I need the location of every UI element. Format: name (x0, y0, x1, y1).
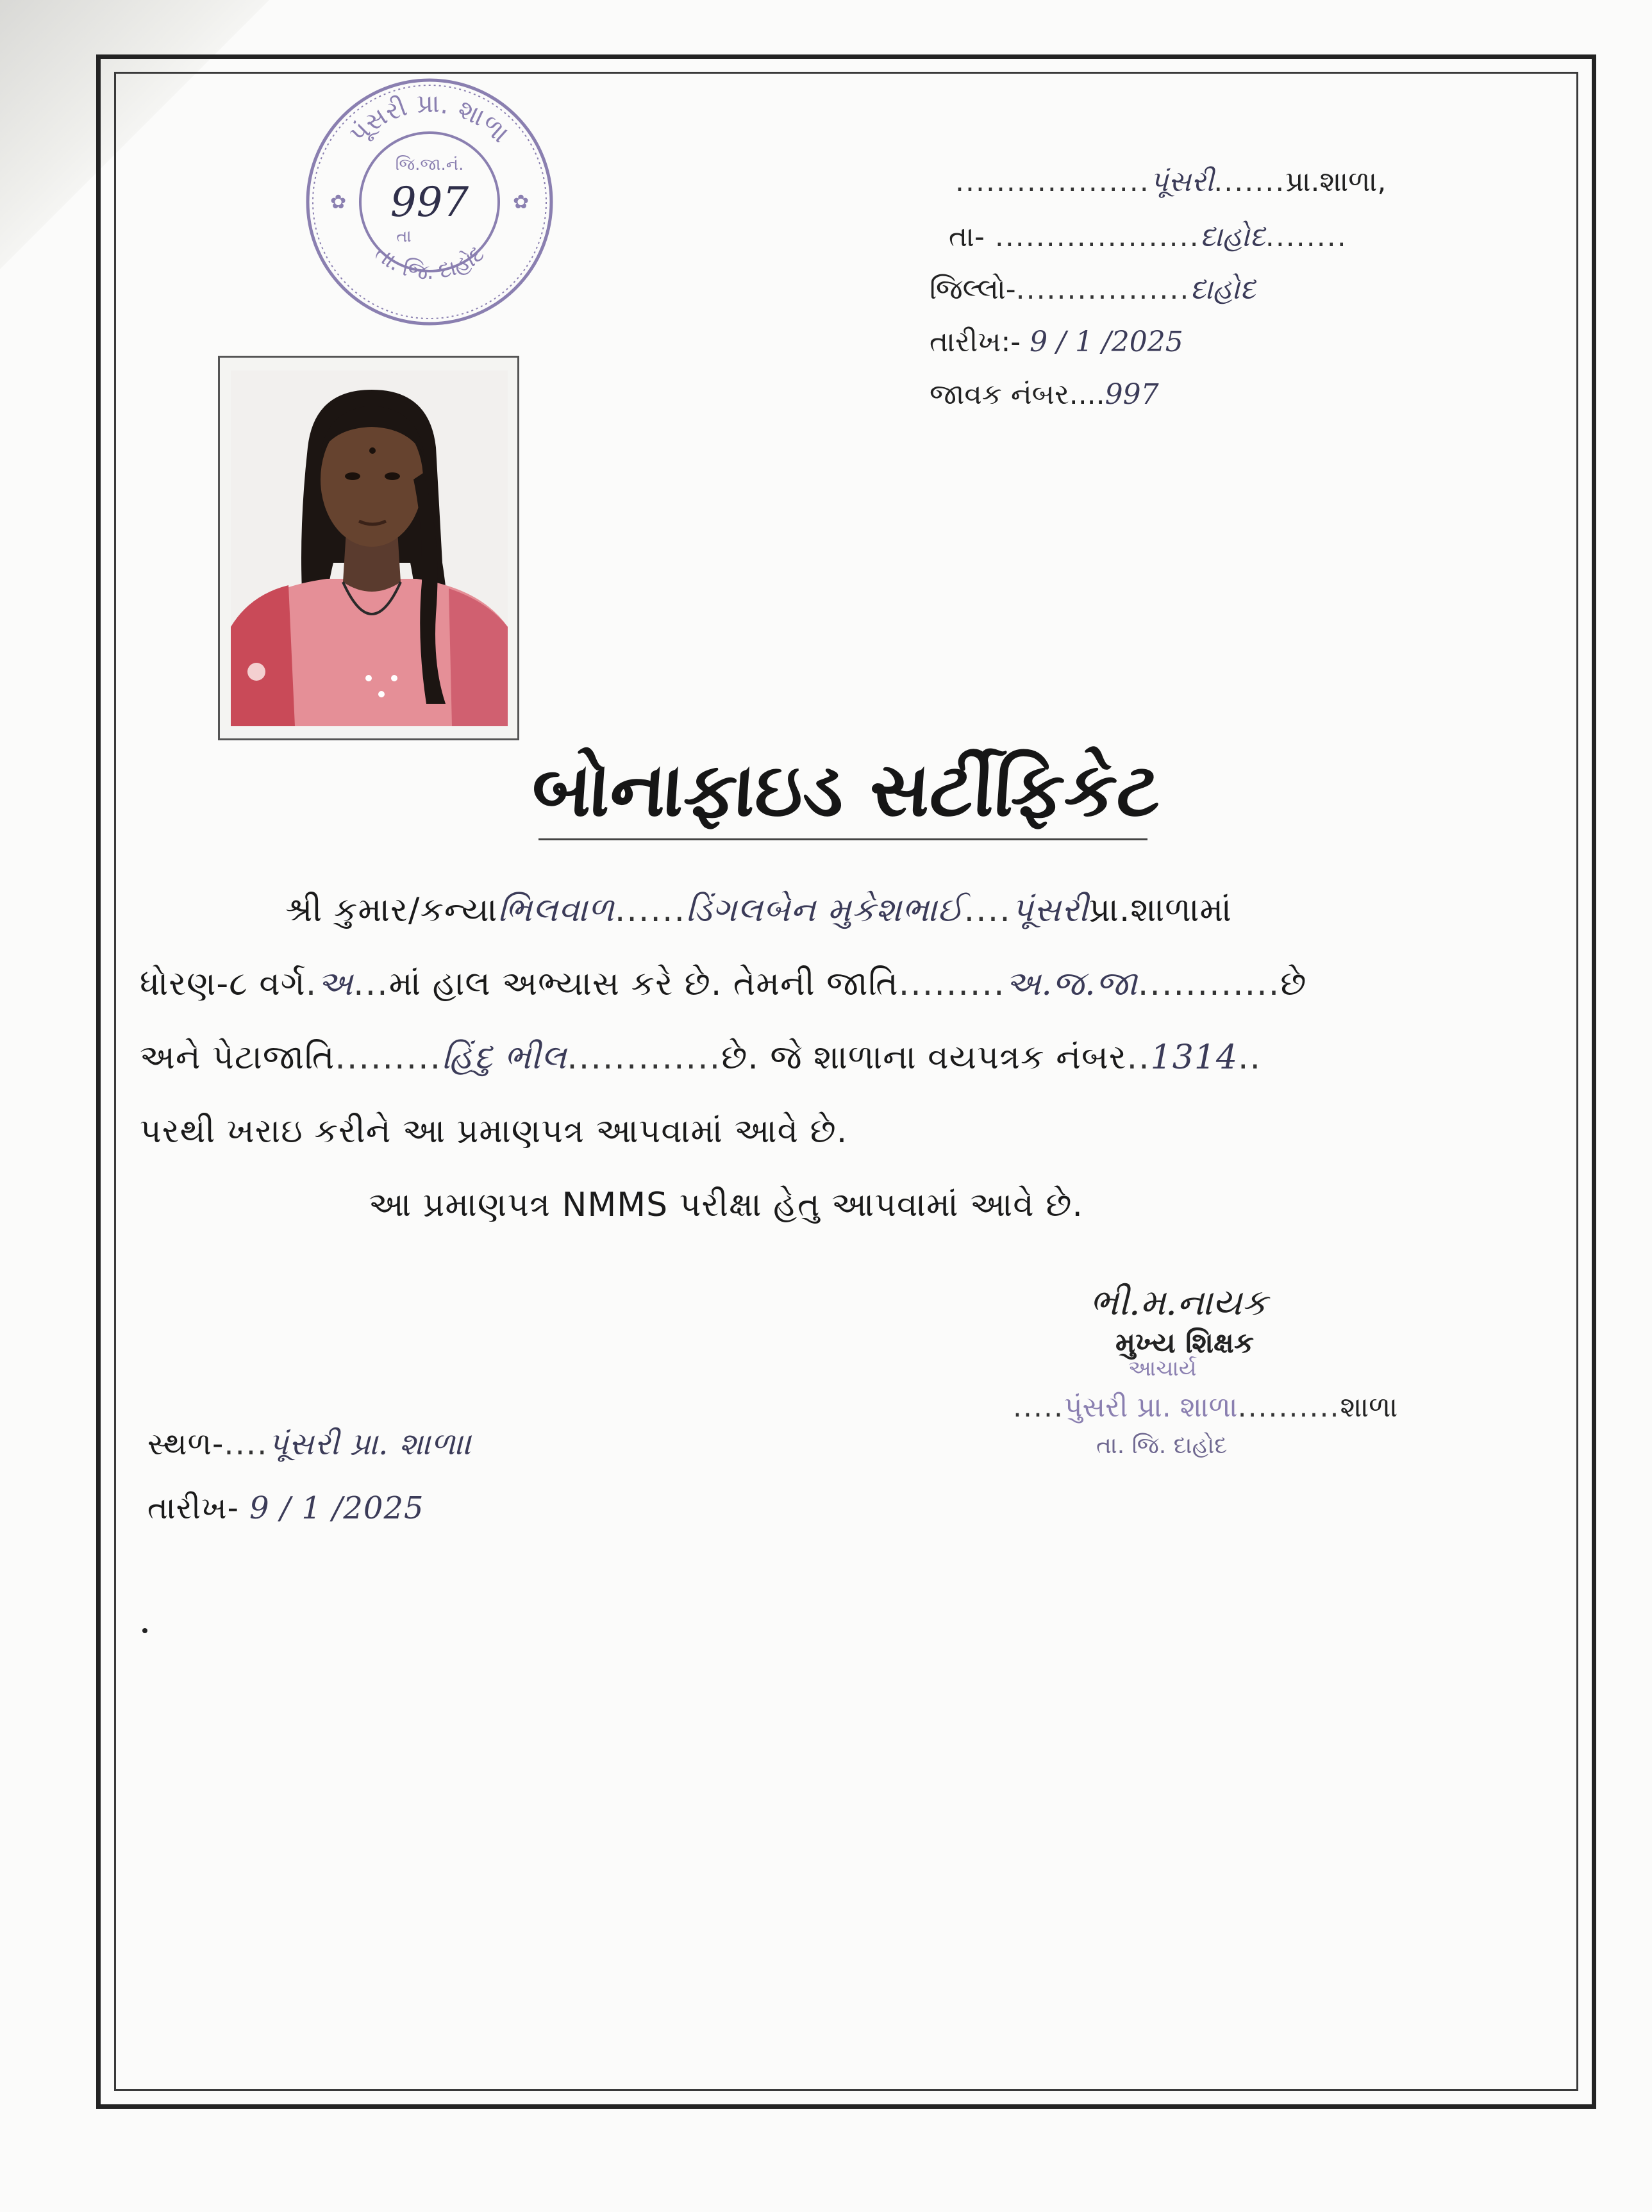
header-date-line (930, 326, 1183, 358)
footer-place-label: સ્થળ- (147, 1426, 224, 1462)
body-line-5: આ પ્રમાણપત્ર NMMS પરીક્ષા હેતુ આપવામાં આવે છે. (369, 1186, 1083, 1224)
stamp-number: 997 (390, 179, 469, 226)
school-stamp (301, 74, 558, 330)
header-school-line: ...................પૂંસરી.......પ્રા.શાળા, (955, 165, 1387, 198)
student-middle-name: ડિંગલબેન (686, 891, 817, 929)
footer-date-line (147, 1490, 424, 1527)
class-value: અ (317, 965, 354, 1003)
header-taluka-value: દાહોદ (1199, 220, 1265, 253)
body-line2-prefix: ધોરણ-૮ વર્ગ (140, 965, 306, 1003)
stamp-inner-label: જિ.જા.નં. (395, 155, 464, 174)
header-date-value: 9 / 1 /2025 (1030, 326, 1183, 358)
footer-date-value: 9 / 1 /2025 (249, 1490, 424, 1526)
footer-place-line: સ્થળ-....પૂંસરી પ્રા. શાળા। (147, 1426, 472, 1462)
footer-place-value: પૂંસરી પ્રા. શાળા। (268, 1426, 472, 1462)
header-school-value: પૂંસરી (1149, 165, 1214, 198)
header-taluka-label: તા- (949, 220, 985, 253)
student-name: ભિલવાળ (497, 891, 615, 929)
header-date-label: તારીખ:- (930, 326, 1021, 358)
header-outward-value: 997 (1105, 378, 1159, 411)
stamp-ring-text: પૂંસરી પ્રા. શાળા (344, 88, 515, 149)
header-outward-label: જાવક નંબર.... (930, 378, 1105, 411)
body-line-3: અને પેટાજાતિ.........હિંદુ ભીલ.............છે. જે શાળાના વયપત્રક નંબર..1314.. (140, 1038, 1262, 1077)
ink-dot (142, 1628, 147, 1633)
stamp-bottom-text: તા. જિ. દાહોદ (369, 240, 490, 286)
student-last-name: મુકેશભાઈ (827, 891, 964, 929)
certificate-title: બોનાફાઇડ સર્ટીફિકેટ (529, 747, 1164, 833)
header-district-line: જિલ્લો-.................દાહોદ (930, 273, 1256, 306)
header-outward-line (930, 378, 1159, 411)
body-line2-mid: માં હાલ અભ્યાસ કરે છે. તેમની જાતિ (388, 965, 899, 1003)
signature-school-line: .....પુંસરી પ્રા. શાળા..........શાળા (1013, 1391, 1398, 1424)
signature-address: તા. જિ. દાહોદ (1096, 1433, 1228, 1459)
stamp-inner-sub: તા (396, 227, 412, 246)
caste-value: અ.જ.જા (1005, 965, 1138, 1003)
body-line3-prefix: અને પેટાજાતિ (140, 1038, 335, 1077)
body-line3-mid: છે. જે શાળાના વયપત્રક નંબર (721, 1038, 1127, 1077)
body-line1-suffix: પ્રા.શાળામાં (1089, 891, 1232, 929)
footer-date-label: તારીખ- (147, 1490, 239, 1526)
subcaste-value: હિંદુ ભીલ (442, 1038, 567, 1077)
handwritten-signature: ભી.મ.નાયક (1090, 1282, 1267, 1324)
stamp-star-icon-right: ✿ (513, 191, 530, 213)
body-line2-suffix: છે (1280, 965, 1307, 1003)
header-district-value: દાહોદ (1190, 273, 1256, 306)
header-school-suffix: પ્રા.શાળા, (1285, 165, 1387, 198)
header-taluka-line: તા- ....................દાહોદ........ (949, 220, 1347, 253)
header-district-label: જિલ્લો- (930, 273, 1016, 306)
signature-title: મુખ્ય શિક્ષક (1115, 1327, 1255, 1360)
student-photo (231, 370, 508, 726)
body-line-2: ધોરણ-૮ વર્ગ.અ...માં હાલ અભ્યાસ કરે છે. તેમની જાતિ.........અ.જ.જા............છે (140, 965, 1307, 1003)
body-line-4: પરથી ખરાઇ કરીને આ પ્રમાણપત્ર આપવામાં આવે છે. (140, 1112, 848, 1151)
stamp-star-icon-left: ✿ (330, 191, 347, 213)
signature-school-suffix: શાળા (1340, 1391, 1398, 1424)
body-school-name: પૂંસરી (1011, 891, 1089, 929)
title-underline (538, 838, 1147, 840)
register-number: 1314 (1150, 1038, 1239, 1077)
body-line-1: શ્રી કુમાર/કન્યાભિલવાળ......ડિંગલબેન મુકેશભાઈ....પૂંસરીપ્રા.શાળામાં (285, 891, 1232, 929)
body-line1-prefix: શ્રી કુમાર/કન્યા (285, 891, 498, 929)
signature-school-stamp: પુંસરી પ્રા. શાળા (1064, 1391, 1238, 1424)
signature-overprint: આચાર્ય (1128, 1356, 1197, 1381)
